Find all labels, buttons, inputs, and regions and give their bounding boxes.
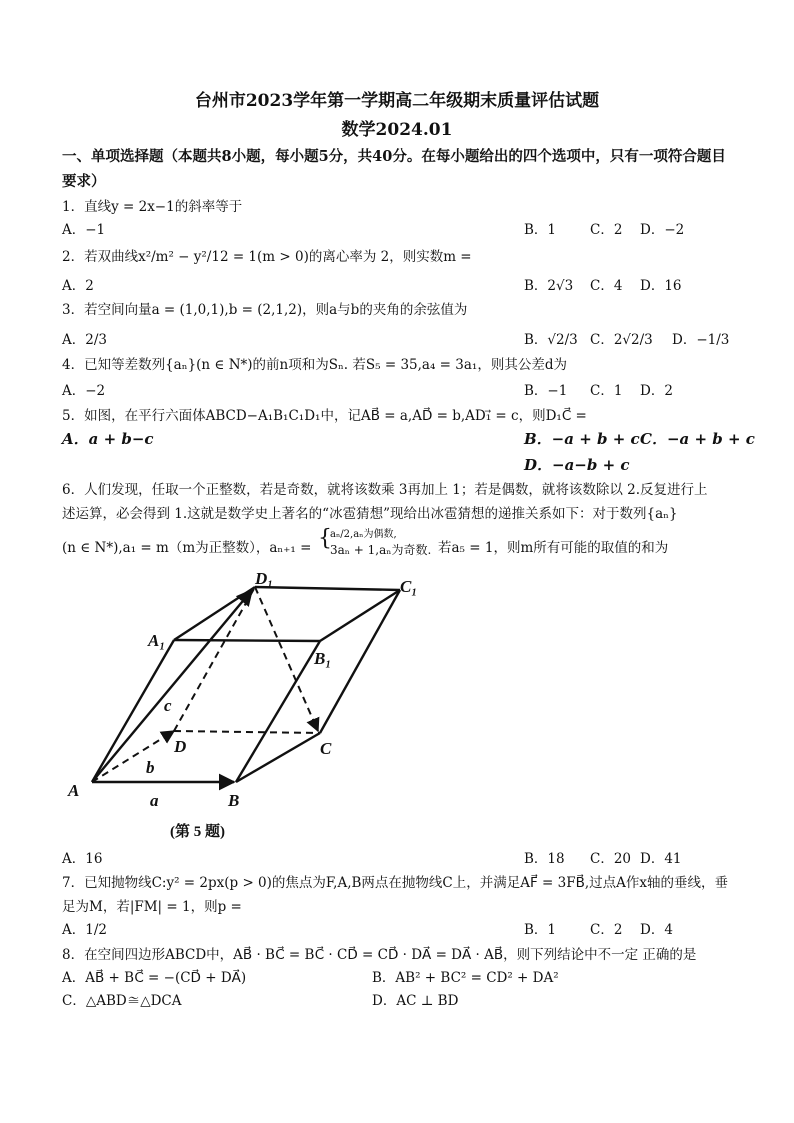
q2-option-b: B．2√3	[524, 278, 574, 294]
q6-option-b: B．18	[524, 851, 565, 867]
question-6-stem-line3a: (n ∈ N*),a₁ = m（m为正整数），aₙ₊₁ =	[62, 540, 312, 556]
question-7-stem-line1: 7．已知抛物线C:y² = 2px(p > 0)的焦点为F,A,B两点在抛物线C上，并满足AF⃗ = 3FB⃗,过点A作x轴的垂线，垂	[62, 875, 729, 891]
q6-option-c: C．20	[590, 851, 632, 867]
q4-option-d: D．2	[640, 383, 673, 399]
q5-option-a: A．a + b−c	[62, 430, 154, 448]
q7-option-a: A．1/2	[62, 922, 107, 938]
q1-option-b: B．1	[524, 222, 557, 238]
q1-option-c: C．2	[590, 222, 623, 238]
label-B: B	[228, 791, 240, 810]
edge-b1-c1	[320, 590, 400, 641]
label-A: A	[68, 781, 80, 800]
question-4-stem: 4．已知等差数列{aₙ}(n ∈ N*)的前n项和为Sₙ. 若S₅ = 35,a₄ = 3a₁，则其公差d为	[62, 357, 567, 373]
q6-case-even: aₙ/2,aₙ为偶数,	[330, 529, 397, 540]
q6-option-a: A．16	[62, 851, 103, 867]
question-6-stem-line3b: 若a₅ = 1，则m所有可能的取值的和为	[438, 540, 669, 556]
question-1-stem: 1．直线y = 2x−1的斜率等于	[62, 199, 243, 215]
edge-b-c	[236, 733, 320, 782]
q4-option-a: A．−2	[62, 383, 106, 399]
question-2-stem: 2．若双曲线x²/m² − y²/12 = 1(m > 0)的离心率为 2，则实数m =	[62, 249, 472, 265]
q7-option-b: B．1	[524, 922, 557, 938]
edge-d-d1	[174, 587, 255, 731]
label-A1: A₁	[148, 631, 166, 650]
edge-d-c	[174, 731, 320, 733]
section-header: 一、单项选择题（本题共8小题，每小题5分，共40分。在每小题给出的四个选项中，只有一项符合题目要求）	[62, 148, 726, 190]
q3-option-d: D．−1/3	[672, 332, 730, 348]
q3-option-c: C．2√2/3	[590, 332, 653, 348]
question-6-stem-line1: 6．人们发现，任取一个正整数，若是奇数，就将该数乘 3再加上 1；若是偶数，就将该数除以 2.反复进行上	[62, 482, 708, 498]
label-C: C	[320, 739, 332, 758]
q8-option-c: C．△ABD≅△DCA	[62, 993, 182, 1009]
parallelepiped-figure	[62, 568, 422, 843]
question-5-stem: 5．如图，在平行六面体ABCD−A₁B₁C₁D₁中，记AB⃗ = a,AD⃗ = b,AD₁⃗ = c，则D₁C⃗ =	[62, 408, 587, 424]
piecewise-brace: {	[318, 526, 332, 551]
question-8-stem: 8．在空间四边形ABCD中，AB⃗ · BC⃗ = BC⃗ · CD⃗ = CD⃗ · DA⃗ = DA⃗ · AB⃗，则下列结论中不一定 正确的是	[62, 947, 697, 963]
edge-b1-b	[236, 641, 320, 782]
edge-a1-d1	[174, 587, 255, 640]
label-vector-b: b	[146, 758, 155, 777]
q7-option-c: C．2	[590, 922, 623, 938]
vector-c-arrow	[92, 590, 252, 782]
q2-option-c: C．4	[590, 278, 623, 294]
q5-option-d: D．−a−b + c	[524, 456, 630, 474]
q6-option-d: D．41	[640, 851, 682, 867]
exam-subtitle: 数学2024.01	[341, 120, 453, 140]
label-vector-c: c	[164, 696, 172, 715]
question-6-stem-line2: 述运算，必会得到 1.这就是数学史上著名的“冰雹猜想”现给出冰雹猜想的递推关系如下：对于数列{aₙ}	[62, 506, 678, 522]
question-7-stem-line2: 足为M，若|FM| = 1，则p =	[62, 899, 242, 915]
q1-option-a: A．−1	[62, 222, 106, 238]
q5-option-b: B．−a + b + c	[524, 430, 640, 448]
edge-d1-c1	[255, 587, 400, 590]
label-C1: C₁	[400, 577, 418, 596]
exam-title: 台州市2023学年第一学期高二年级期末质量评估试题	[194, 91, 600, 111]
edge-a-a1	[92, 640, 174, 782]
vector-b-arrow	[92, 731, 174, 782]
q2-option-d: D．16	[640, 278, 682, 294]
edge-a1-b1	[174, 640, 320, 641]
q4-option-b: B．−1	[524, 383, 568, 399]
q1-option-d: D．−2	[640, 222, 685, 238]
q8-option-d: D．AC ⊥ BD	[372, 993, 459, 1009]
label-vector-a: a	[150, 791, 159, 810]
label-B1: B₁	[314, 649, 332, 668]
q3-option-a: A．2/3	[62, 332, 107, 348]
q6-case-odd: 3aₙ + 1,aₙ为奇数.	[330, 543, 432, 557]
q8-option-a: A．AB⃗ + BC⃗ = −(CD⃗ + DA⃗)	[62, 970, 247, 986]
q4-option-c: C．1	[590, 383, 623, 399]
label-D1: D₁	[255, 569, 274, 588]
figure-caption: (第 5 题)	[170, 824, 225, 840]
edge-c1-c	[320, 590, 400, 733]
question-3-stem: 3．若空间向量a = (1,0,1),b = (2,1,2)，则a与b的夹角的余弦值为	[62, 302, 468, 318]
q8-option-b: B．AB² + BC² = CD² + DA²	[372, 970, 559, 986]
label-D: D	[174, 737, 187, 756]
q5-option-c: C．−a + b + c	[640, 430, 755, 448]
q3-option-b: B．√2/3	[524, 332, 578, 348]
q7-option-d: D．4	[640, 922, 673, 938]
q2-option-a: A．2	[62, 278, 94, 294]
